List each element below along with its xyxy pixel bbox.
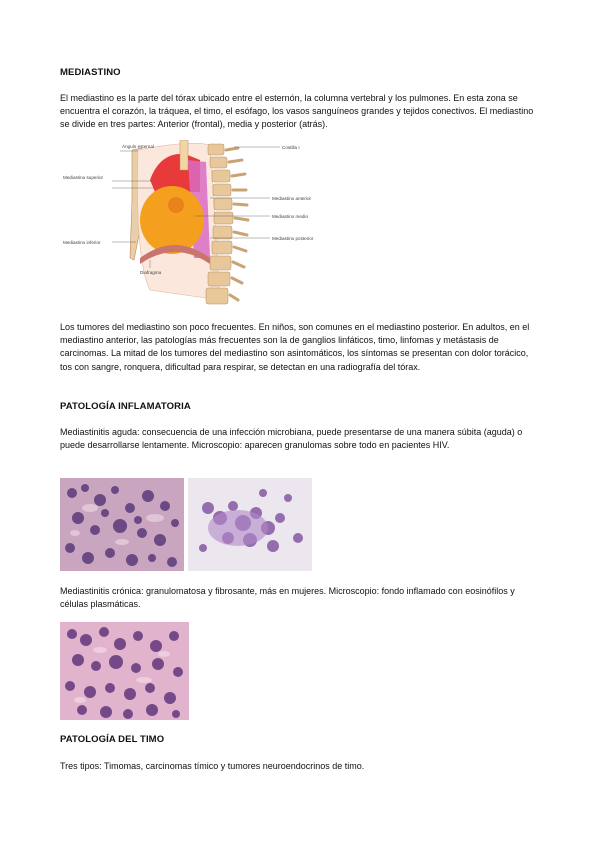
heart-shape [168,197,184,213]
micrograph-cronica [60,622,189,720]
intro-paragraph: El mediastino es la parte del tórax ubicado entre el esternón, la columna vertebral y los pulmones. En esta zona se encuentra el corazón, la tráquea, el timo, el esófago, los vasos sanguíneos grandes y tejidos conectivos. El mediastino se divide en tres partes: Anterior (frontal), media y posterior (atrás). [60,93,534,130]
label-mediastino-anterior: Mediastino anterior [272,196,312,201]
label-costilla: Costilla I [282,145,300,150]
label-mediastino-posterior: Mediastino posterior [272,236,314,241]
heading-patologia-inflamatoria: PATOLOGÍA INFLAMATORIA [60,401,191,412]
aguda-paragraph: Mediastinitis aguda: consecuencia de una infección microbiana, puede presentarse de una manera súbita (aguda) o puede desarrollarse lentamente. Microscopio: aparecen granulomas sobre todo en pacientes HIV. [60,427,523,451]
mediastinum-diagram [60,140,330,312]
micrograph-aguda-1 [60,478,184,571]
cronica-paragraph: Mediastinitis crónica: granulomatosa y fibrosante, más en mujeres. Microscopio: fondo inflamado con eosinófilos y células plasmáticas. [60,586,515,610]
trachea-shape [180,140,188,170]
heading-mediastino: MEDIASTINO [60,67,121,78]
label-angulo-esternal: Ángulo esternal [122,144,154,149]
label-mediastino-medio: Mediastino medio [272,214,309,219]
label-mediastino-inferior: Mediastino inferior [63,240,101,245]
label-diafragma: Diafragma [140,270,162,275]
anterior-middle-region [140,186,204,254]
label-mediastino-superior: Mediastino superior [63,175,104,180]
timo-paragraph: Tres tipos: Timomas, carcinomas tímico y tumores neuroendocrinos de timo. [60,761,365,771]
micrograph-aguda-2 [188,478,312,571]
heading-patologia-timo: PATOLOGÍA DEL TIMO [60,734,165,745]
tumores-paragraph: Los tumores del mediastino son poco frecuentes. En niños, son comunes en el mediastino posterior. En adultos, en el mediastino anterior, las patologías más frecuentes son la de ganglios linfáticos, timo, linfomas y metástasis de carcinomas. La mitad de los tumores del mediastino son asintomáticos, los síntomas se presentan con dolor torácico, tos con sangre, ronquera, dificultad para respirar, se detectan en una radiografía del tórax. [60,322,530,372]
